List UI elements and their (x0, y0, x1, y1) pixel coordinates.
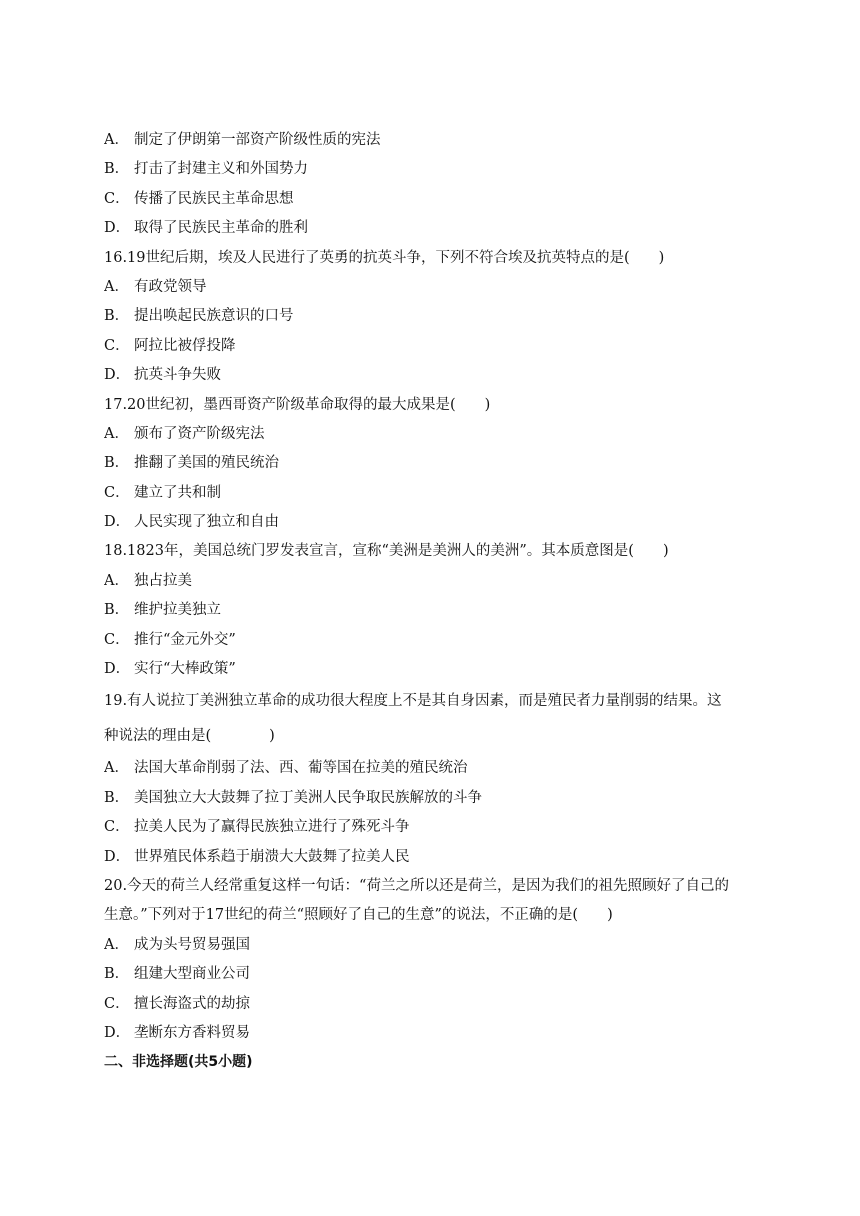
option-letter: D． (104, 367, 131, 384)
option-a (104, 931, 764, 960)
option-d (104, 655, 764, 684)
option-text: 打击了封建主义和外国势力 (134, 161, 308, 178)
option-text: 实行“大棒政策” (134, 661, 236, 678)
section-heading: 二、非选择题(共5小题) (104, 1054, 253, 1071)
option-letter: A． (104, 278, 129, 295)
option-letter: A． (104, 572, 129, 589)
option-c (104, 185, 764, 214)
option-d (104, 214, 764, 243)
option-text: 有政党领导 (134, 278, 207, 295)
option-a (104, 420, 764, 449)
option-text: 人民实现了独立和自由 (134, 514, 279, 531)
option-c (104, 626, 764, 655)
option-letter: B． (104, 161, 130, 178)
option-letter: C． (104, 190, 130, 207)
option-d (104, 1019, 764, 1048)
option-text: 传播了民族民主革命思想 (134, 190, 294, 207)
option-letter: D． (104, 1024, 131, 1041)
question-stem-line-2: 生意。”下列对于17世纪的荷兰“照顾好了自己的生意”的说法，不正确的是( ) (104, 907, 613, 924)
option-letter: C． (104, 631, 130, 648)
option-letter: B． (104, 789, 130, 806)
option-text: 取得了民族民主革命的胜利 (134, 220, 308, 237)
option-text: 抗英斗争失败 (134, 367, 221, 384)
question-20 (104, 872, 764, 1048)
option-letter: D． (104, 661, 131, 678)
question-stem-line-1: 20.今天的荷兰人经常重复这样一句话：“荷兰之所以还是荷兰，是因为我们的祖先照顾好了自己的 (104, 877, 729, 894)
option-a (104, 754, 764, 783)
option-b (104, 960, 764, 989)
option-text: 维护拉美独立 (134, 602, 221, 619)
option-b (104, 784, 764, 813)
option-d (104, 843, 764, 872)
option-text: 组建大型商业公司 (134, 966, 250, 983)
option-text: 拉美人民为了赢得民族独立进行了殊死斗争 (134, 819, 410, 836)
option-text: 颁布了资产阶级宪法 (134, 425, 265, 442)
option-b (104, 155, 764, 184)
option-d (104, 508, 764, 537)
question-stem: 17.20世纪初，墨西哥资产阶级革命取得的最大成果是( ) (104, 396, 491, 413)
option-c (104, 479, 764, 508)
option-letter: C． (104, 484, 130, 501)
option-text: 建立了共和制 (134, 484, 221, 501)
option-a (104, 126, 764, 155)
option-c (104, 813, 764, 842)
option-text: 法国大革命削弱了法、西、葡等国在拉美的殖民统治 (134, 760, 468, 777)
option-text: 制定了伊朗第一部资产阶级性质的宪法 (134, 132, 381, 148)
question-15-options (104, 126, 764, 244)
option-letter: C． (104, 819, 130, 836)
option-a (104, 567, 764, 596)
option-text: 推翻了美国的殖民统治 (134, 455, 279, 472)
option-letter: C． (104, 995, 130, 1012)
option-d (104, 361, 764, 390)
option-letter: A． (104, 760, 129, 777)
option-c (104, 990, 764, 1019)
option-text: 推行“金元外交” (134, 631, 236, 648)
exam-page (104, 126, 764, 1078)
option-letter: A． (104, 936, 129, 953)
option-text: 独占拉美 (134, 572, 192, 589)
option-letter: B． (104, 966, 130, 983)
option-b (104, 449, 764, 478)
option-letter: A． (104, 132, 129, 148)
option-letter: B． (104, 308, 130, 325)
option-letter: D． (104, 514, 131, 531)
option-b (104, 596, 764, 625)
question-stem: 18.1823年，美国总统门罗发表宣言，宣称“美洲是美洲人的美洲”。其本质意图是( ) (104, 543, 669, 560)
option-text: 阿拉比被俘投降 (134, 337, 236, 354)
question-18 (104, 537, 764, 684)
question-17 (104, 391, 764, 538)
option-letter: A． (104, 425, 129, 442)
option-text: 垄断东方香料贸易 (134, 1024, 250, 1041)
option-text: 世界殖民体系趋于崩溃大大鼓舞了拉美人民 (134, 848, 410, 865)
option-letter: D． (104, 848, 131, 865)
question-19 (104, 684, 764, 872)
option-text: 成为头号贸易强国 (134, 936, 250, 953)
option-text: 美国独立大大鼓舞了拉丁美洲人民争取民族解放的斗争 (134, 789, 482, 806)
option-letter: B． (104, 455, 130, 472)
question-stem: 16.19世纪后期，埃及人民进行了英勇的抗英斗争，下列不符合埃及抗英特点的是( ) (104, 249, 665, 266)
option-letter: B． (104, 602, 130, 619)
question-stem-line-1: 19.有人说拉丁美洲独立革命的成功很大程度上不是其自身因素，而是殖民者力量削弱的结果。这 (104, 693, 722, 710)
option-c (104, 332, 764, 361)
question-stem-line-2: 种说法的理由是( ) (104, 728, 275, 745)
option-letter: D． (104, 220, 131, 237)
option-letter: C． (104, 337, 130, 354)
option-a (104, 273, 764, 302)
question-16 (104, 244, 764, 391)
option-text: 擅长海盗式的劫掠 (134, 995, 250, 1012)
option-b (104, 302, 764, 331)
option-text: 提出唤起民族意识的口号 (134, 308, 294, 325)
